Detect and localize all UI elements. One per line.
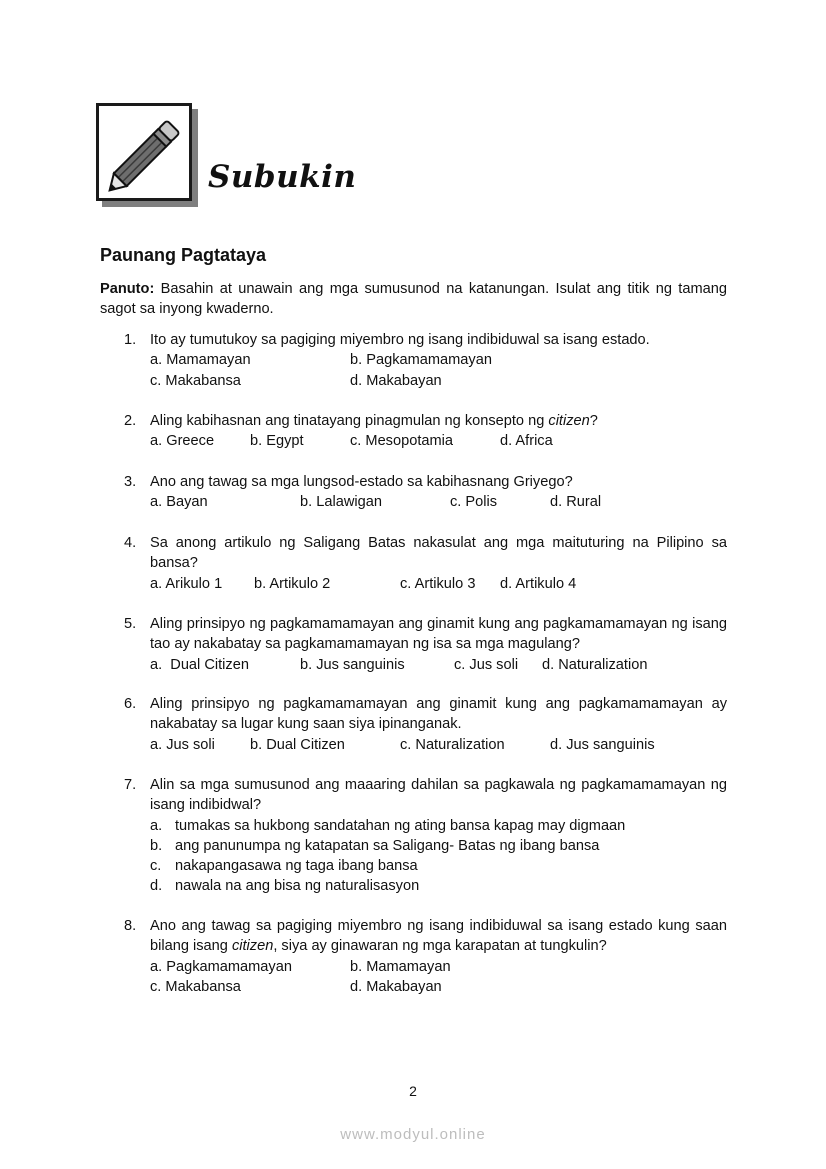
choice-d: d. Rural bbox=[550, 494, 602, 511]
choice-a: a. Greece bbox=[150, 433, 215, 450]
choice-d bbox=[150, 876, 727, 896]
choice-a bbox=[150, 816, 727, 836]
choice-b: b. Artikulo 2 bbox=[254, 575, 331, 592]
choice-b: b. Mamamayan bbox=[350, 958, 451, 975]
question-stem: Alin sa mga sumusunod ang maaaring dahilan sa pagkawala ng pagkamamamayan ng isang indibidwal? bbox=[150, 777, 727, 814]
choice-letter: c. bbox=[150, 858, 162, 875]
choices-row bbox=[150, 735, 727, 755]
stem-text-end: , siya ay ginawaran ng mga karapatan at tungkulin? bbox=[273, 938, 607, 955]
question-2 bbox=[100, 411, 727, 452]
choices-row bbox=[150, 574, 727, 594]
question-stem bbox=[150, 916, 727, 957]
watermark: www.modyul.online bbox=[340, 1126, 486, 1143]
choice-d: d. Makabayan bbox=[350, 372, 442, 389]
stem-italic-term: citizen bbox=[231, 938, 274, 955]
choices-row bbox=[150, 350, 727, 370]
question-number: 1. bbox=[124, 332, 137, 348]
choice-b: b. Egypt bbox=[250, 433, 304, 450]
question-number: 3. bbox=[124, 474, 137, 490]
lesson-header bbox=[96, 103, 426, 213]
choice-c: c. Naturalization bbox=[400, 736, 505, 753]
question-8 bbox=[100, 916, 727, 997]
question-stem bbox=[150, 411, 727, 431]
choice-text: tumakas sa hukbong sandatahan ng ating bansa kapag may digmaan bbox=[175, 817, 626, 834]
choice-d: d. Africa bbox=[500, 433, 553, 450]
question-stem: Aling prinsipyo ng pagkamamamayan ang ginamit kung ang pagkamamamayan ay nakabatay sa lugar kung saan siya ipinanganak. bbox=[150, 696, 727, 733]
question-7 bbox=[100, 775, 727, 897]
choice-a: a. Bayan bbox=[150, 494, 208, 511]
choices-row bbox=[150, 431, 727, 451]
choice-c: c. Polis bbox=[450, 494, 498, 511]
choice-a: a. Pagkamamamayan bbox=[150, 958, 292, 975]
section-title: Paunang Pagtataya bbox=[100, 245, 267, 265]
question-3 bbox=[100, 472, 727, 513]
question-4 bbox=[100, 533, 727, 594]
choice-a: a. Jus soli bbox=[150, 736, 215, 753]
choice-d: d. Naturalization bbox=[542, 656, 648, 673]
page-number: 2 bbox=[409, 1083, 417, 1099]
question-5 bbox=[100, 614, 727, 675]
question-number: 6. bbox=[124, 696, 137, 712]
question-stem: Ano ang tawag sa mga lungsod-estado sa kabihasnang Griyego? bbox=[150, 474, 573, 490]
question-1 bbox=[100, 330, 727, 391]
instructions-text: Basahin at unawain ang mga sumusunod na katanungan. Isulat ang titik ng tamang sagot sa inyong kwaderno. bbox=[100, 281, 727, 317]
choice-c: c. Makabansa bbox=[150, 978, 241, 995]
stem-italic-term: citizen bbox=[548, 413, 590, 429]
choice-text: nakapangasawa ng taga ibang bansa bbox=[175, 858, 418, 875]
choice-c: c. Makabansa bbox=[150, 372, 241, 389]
stem-text: Aling kabihasnan ang tinatayang pinagmulan ng konsepto ng bbox=[150, 413, 549, 429]
choice-c bbox=[150, 856, 727, 876]
choice-letter: d. bbox=[150, 878, 163, 895]
choice-text: nawala na ang bisa ng naturalisasyon bbox=[175, 878, 420, 895]
question-number: 5. bbox=[124, 616, 137, 632]
choice-c: c. Artikulo 3 bbox=[400, 575, 476, 592]
question-number: 2. bbox=[124, 413, 137, 429]
choice-d: d. Makabayan bbox=[350, 978, 442, 995]
choices-row bbox=[150, 492, 727, 512]
choice-d: d. Jus sanguinis bbox=[550, 736, 655, 753]
question-number: 7. bbox=[124, 777, 137, 793]
question-6 bbox=[100, 694, 727, 755]
choice-letter: b. bbox=[150, 837, 163, 854]
choices-row bbox=[150, 957, 727, 977]
choice-b bbox=[150, 836, 727, 856]
pencil-icon bbox=[103, 110, 187, 196]
pencil-icon-box bbox=[96, 103, 192, 201]
choices-row bbox=[150, 977, 727, 997]
choice-b: b. Lalawigan bbox=[300, 494, 382, 511]
choice-a: a. Arikulo 1 bbox=[150, 575, 223, 592]
choice-letter: a. bbox=[150, 817, 163, 834]
choices-row bbox=[150, 655, 727, 675]
choice-b: b. Dual Citizen bbox=[250, 736, 345, 753]
choice-text: ang panunumpa ng katapatan sa Saligang- Batas ng ibang bansa bbox=[175, 837, 600, 854]
choice-a: a. Mamamayan bbox=[150, 352, 251, 369]
question-number: 4. bbox=[124, 535, 137, 551]
choice-c: c. Mesopotamia bbox=[350, 433, 454, 450]
choices-row bbox=[150, 371, 727, 391]
choice-b: b. Jus sanguinis bbox=[300, 656, 405, 673]
stem-text: Ano ang tawag sa pagiging miyembro ng isang indibiduwal sa isang estado kung saan bilang isang bbox=[150, 918, 727, 955]
header-title: Subukin bbox=[208, 159, 357, 195]
question-stem: Sa anong artikulo ng Saligang Batas nakasulat ang mga maituturing na Pilipino sa bansa? bbox=[150, 535, 727, 572]
question-number: 8. bbox=[124, 918, 137, 934]
stem-text-end: ? bbox=[589, 413, 598, 429]
choice-d: d. Artikulo 4 bbox=[500, 575, 577, 592]
question-stem: Ito ay tumutukoy sa pagiging miyembro ng isang indibiduwal sa isang estado. bbox=[150, 332, 650, 348]
question-stem: Aling prinsipyo ng pagkamamamayan ang ginamit kung ang pagkamamamayan ng isang tao ay nakabatay sa pagkamamamayan ng isa sa mga magulang? bbox=[150, 616, 727, 653]
choice-c: c. Jus soli bbox=[454, 656, 519, 673]
instructions-label: Panuto: bbox=[100, 281, 155, 297]
choice-a: a. Dual Citizen bbox=[150, 656, 249, 673]
choice-b: b. Pagkamamamayan bbox=[350, 352, 492, 369]
instructions bbox=[100, 279, 727, 319]
